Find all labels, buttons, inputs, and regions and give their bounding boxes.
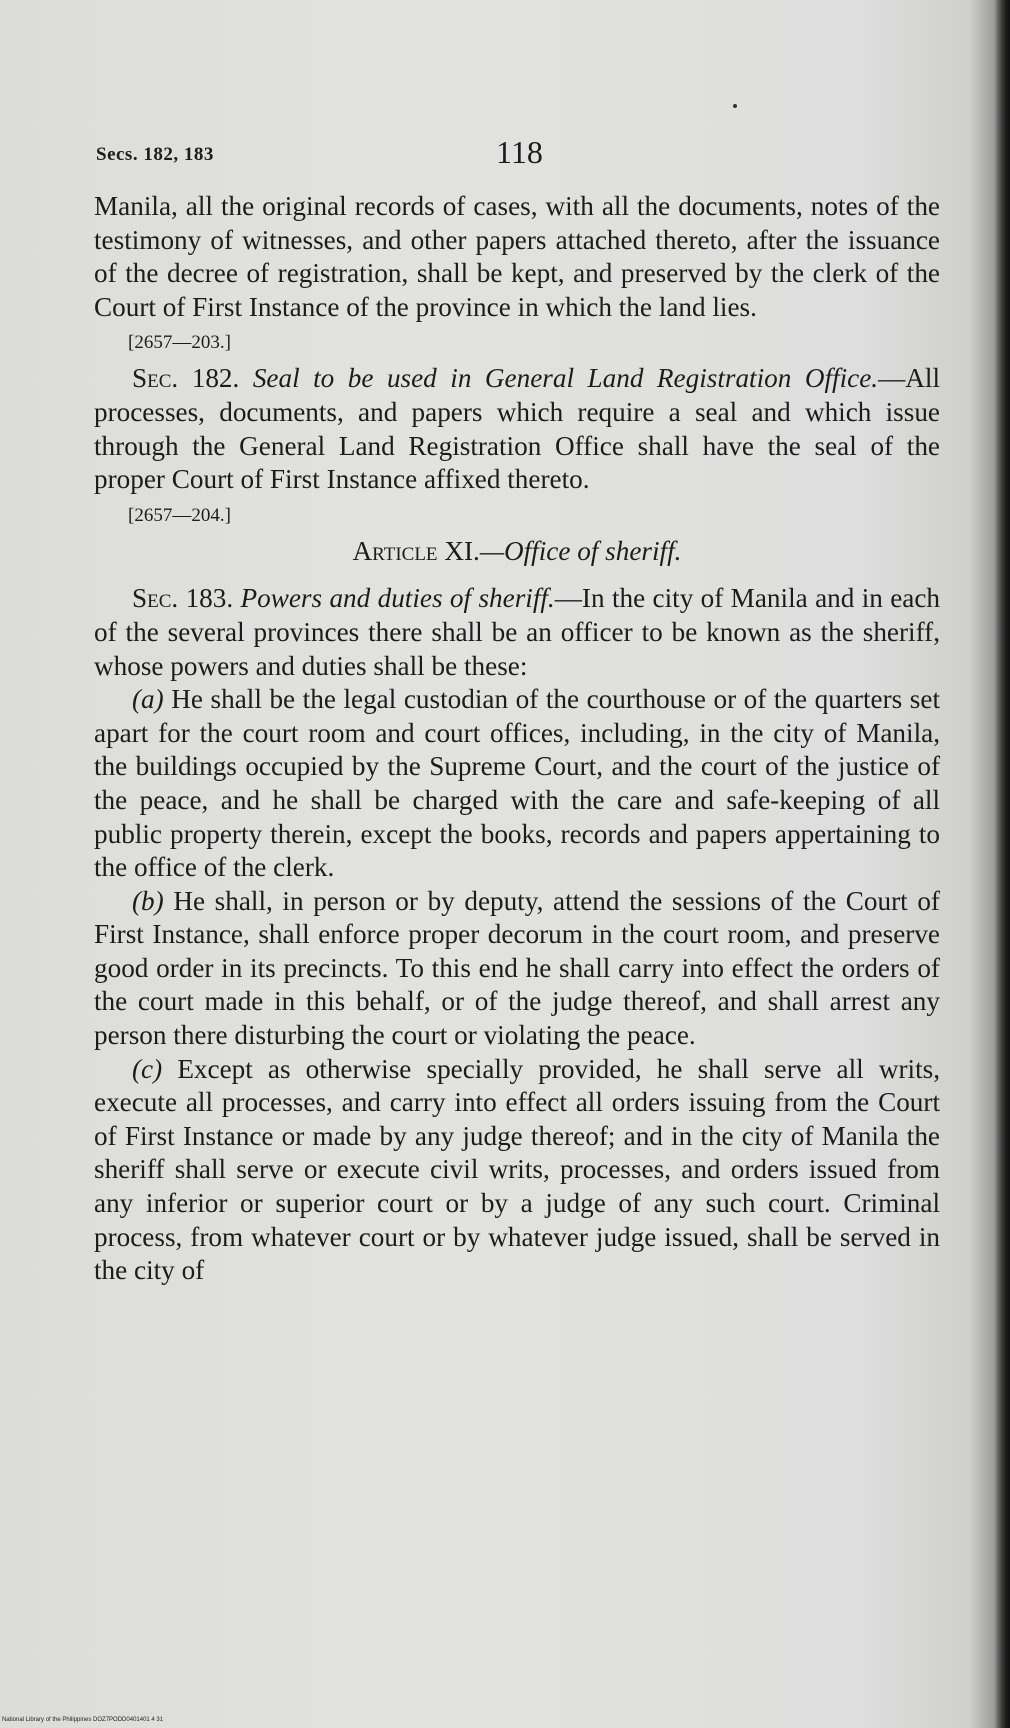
section-number: 183. bbox=[185, 583, 234, 614]
citation: [2657—203.] bbox=[128, 332, 231, 354]
section-title: Seal to be used in General Land Registration Office. bbox=[252, 363, 879, 394]
section-text: —All processes, documents, and papers which require a seal and which issue through the General Land Registration Office shall have the seal of the proper Court of First Instance affixed thereto. bbox=[94, 363, 941, 495]
article-title: —Office of sheriff. bbox=[479, 535, 682, 566]
ink-speck bbox=[733, 104, 737, 108]
section-number: 182. bbox=[191, 363, 240, 394]
citation: [2657—204.] bbox=[128, 504, 231, 526]
clause-c bbox=[94, 1053, 940, 1288]
page-body bbox=[94, 190, 940, 1288]
clause-text: Except as otherwise specially provided, he shall serve all writs, execute all processes, and carry into effect all orders issuing from the Court of First Instance or made by any judge thereof; and in the city of Manila the sheriff shall serve or execute civil writs, processes, and orders issued from any inferior or superior court or by a judge of any such court. Criminal process, from whatever court or by whatever judge issued, shall be served in the city of bbox=[94, 1053, 940, 1286]
section-label: Sec. bbox=[132, 583, 179, 614]
section-text: —In the city of Manila and in each of the several provinces there shall be an officer to be known as the sheriff, whose powers and duties shall be these: bbox=[94, 583, 941, 681]
page-number: 118 bbox=[496, 134, 543, 170]
clause-text: He shall, in person or by deputy, attend the sessions of the Court of First Instance, shall enforce proper decorum in the court room, and preserve good order in its precincts. To this end he shall carry into effect the orders of the court made in this behalf, or of the judge thereof, and shall arrest any person there disturbing the court or violating the peace. bbox=[94, 885, 940, 1051]
article-label: Article XI. bbox=[352, 535, 480, 566]
clause-a bbox=[94, 683, 940, 885]
section-label: Sec. bbox=[132, 363, 179, 394]
article-heading bbox=[94, 535, 940, 569]
clause-b bbox=[94, 885, 940, 1053]
section-title: Powers and duties of sheriff. bbox=[240, 583, 555, 614]
paragraph-continuation: Manila, all the original records of cases, with all the documents, notes of the testimony of witnesses, and other papers attached thereto, after the issuance of the decree of registration, shall be kept, and preserved by the clerk of the Court of First Instance of the province in which the land lies. bbox=[94, 191, 940, 322]
clause-label: (a) bbox=[132, 684, 164, 715]
section-182 bbox=[94, 362, 940, 496]
section-reference: Secs. 182, 183 bbox=[96, 144, 214, 165]
running-header bbox=[96, 134, 941, 174]
clause-label: (b) bbox=[132, 885, 164, 916]
scan-credit: National Library of the Philippines DOZ7PODD0401401 4 31 bbox=[2, 1717, 164, 1723]
clause-label: (c) bbox=[132, 1053, 163, 1084]
clause-text: He shall be the legal custodian of the courthouse or of the quarters set apart for the court room and court offices, including, in the city of Manila, the buildings occupied by the Supreme Court, and the court of the justice of the peace, and he shall be charged with the care and safe-keeping of all public property therein, except the books, records and papers appertaining to the office of the clerk. bbox=[94, 684, 941, 883]
section-183 bbox=[94, 582, 940, 683]
page-edge-shadow bbox=[994, 0, 1010, 1728]
